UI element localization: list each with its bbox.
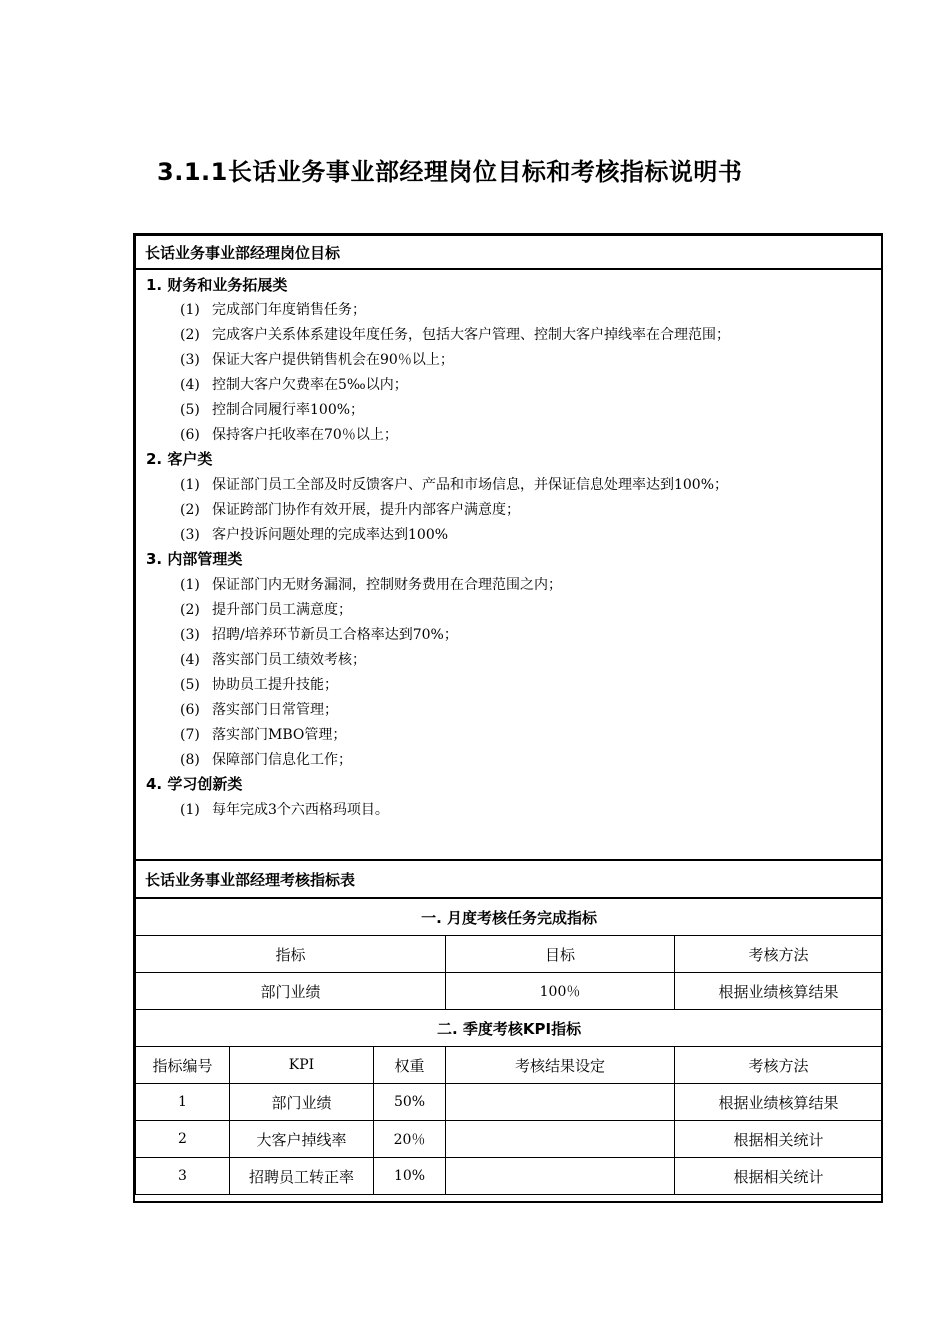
table-row bbox=[136, 899, 883, 936]
table-header-cell: 考核方法 bbox=[675, 1047, 883, 1084]
table-row bbox=[136, 936, 883, 973]
list-item: (5) 控制合同履行率100%； bbox=[180, 402, 365, 418]
list-item: (4) 控制大客户欠费率在5‰以内； bbox=[180, 377, 408, 393]
list-item: (5) 协助员工提升技能； bbox=[180, 677, 338, 693]
table-cell: 部门业绩 bbox=[230, 1084, 374, 1121]
table-header-cell: 指标编号 bbox=[136, 1047, 230, 1084]
table-cell bbox=[446, 1084, 675, 1121]
table-cell: 3 bbox=[136, 1158, 230, 1195]
table-row bbox=[136, 1047, 883, 1084]
list-item: (1) 保证部门员工全部及时反馈客户、产品和市场信息，并保证信息处理率达到100%； bbox=[180, 477, 729, 493]
category-label: 3. 内部管理类 bbox=[146, 550, 243, 568]
category-label: 1. 财务和业务拓展类 bbox=[146, 276, 288, 294]
table-cell bbox=[446, 1158, 675, 1195]
table-cell: 50% bbox=[374, 1084, 446, 1121]
table-cell: 10% bbox=[374, 1158, 446, 1195]
table-row bbox=[136, 1084, 883, 1121]
table-cell bbox=[446, 1121, 675, 1158]
kpi-table bbox=[135, 898, 882, 1195]
list-item: (1) 每年完成3个六西格玛项目。 bbox=[180, 802, 389, 818]
list-item: (8) 保障部门信息化工作； bbox=[180, 752, 352, 768]
list-item: (6) 保持客户托收率在70％以上； bbox=[180, 427, 398, 443]
table-row bbox=[136, 1158, 883, 1195]
table-cell: 大客户掉线率 bbox=[230, 1121, 374, 1158]
table-cell: 20％ bbox=[374, 1121, 446, 1158]
table-cell: 部门业绩 bbox=[136, 973, 446, 1010]
list-item: (6) 落实部门日常管理； bbox=[180, 702, 338, 718]
monthly-title: 一. 月度考核任务完成指标 bbox=[136, 899, 883, 936]
table-cell: 1 bbox=[136, 1084, 230, 1121]
goals-header: 长话业务事业部经理岗位目标 bbox=[135, 235, 882, 269]
table-header-cell: 考核方法 bbox=[675, 936, 883, 973]
table-cell: 根据业绩核算结果 bbox=[675, 1084, 883, 1121]
list-item: (7) 落实部门MBO管理； bbox=[180, 727, 347, 743]
list-item: (3) 客户投诉问题处理的完成率达到100% bbox=[180, 527, 449, 543]
quarterly-title: 二. 季度考核KPI指标 bbox=[136, 1010, 883, 1047]
list-item: (2) 保证跨部门协作有效开展，提升内部客户满意度； bbox=[180, 502, 520, 518]
table-cell: 根据业绩核算结果 bbox=[675, 973, 883, 1010]
list-item: (1) 完成部门年度销售任务； bbox=[180, 302, 366, 318]
table-header-cell: 考核结果设定 bbox=[446, 1047, 675, 1084]
category-label: 2. 客户类 bbox=[146, 450, 213, 468]
list-item: (2) 提升部门员工满意度； bbox=[180, 602, 352, 618]
table-cell: 2 bbox=[136, 1121, 230, 1158]
list-item: (4) 落实部门员工绩效考核； bbox=[180, 652, 366, 668]
table-row bbox=[136, 1010, 883, 1047]
table-header-cell: 权重 bbox=[374, 1047, 446, 1084]
table-row bbox=[136, 973, 883, 1010]
table-cell: 100％ bbox=[446, 973, 675, 1010]
list-item: (3) 保证大客户提供销售机会在90％以上； bbox=[180, 352, 454, 368]
goals-section bbox=[135, 269, 882, 860]
table-cell: 根据相关统计 bbox=[675, 1121, 883, 1158]
table-header-cell: KPI bbox=[230, 1047, 374, 1084]
list-item: (1) 保证部门内无财务漏洞，控制财务费用在合理范围之内； bbox=[180, 577, 562, 593]
list-item: (2) 完成客户关系体系建设年度任务，包括大客户管理、控制大客户掉线率在合理范围； bbox=[180, 327, 730, 343]
kpi-header: 长话业务事业部经理考核指标表 bbox=[135, 860, 882, 898]
table-header-cell: 指标 bbox=[136, 936, 446, 973]
table-header-cell: 目标 bbox=[446, 936, 675, 973]
category-label: 4. 学习创新类 bbox=[146, 775, 243, 793]
table-row bbox=[136, 1121, 883, 1158]
table-cell: 招聘员工转正率 bbox=[230, 1158, 374, 1195]
list-item: (3) 招聘/培养环节新员工合格率达到70%； bbox=[180, 627, 458, 643]
table-cell: 根据相关统计 bbox=[675, 1158, 883, 1195]
page-title: 3.1.1长话业务事业部经理岗位目标和考核指标说明书 bbox=[157, 158, 743, 186]
